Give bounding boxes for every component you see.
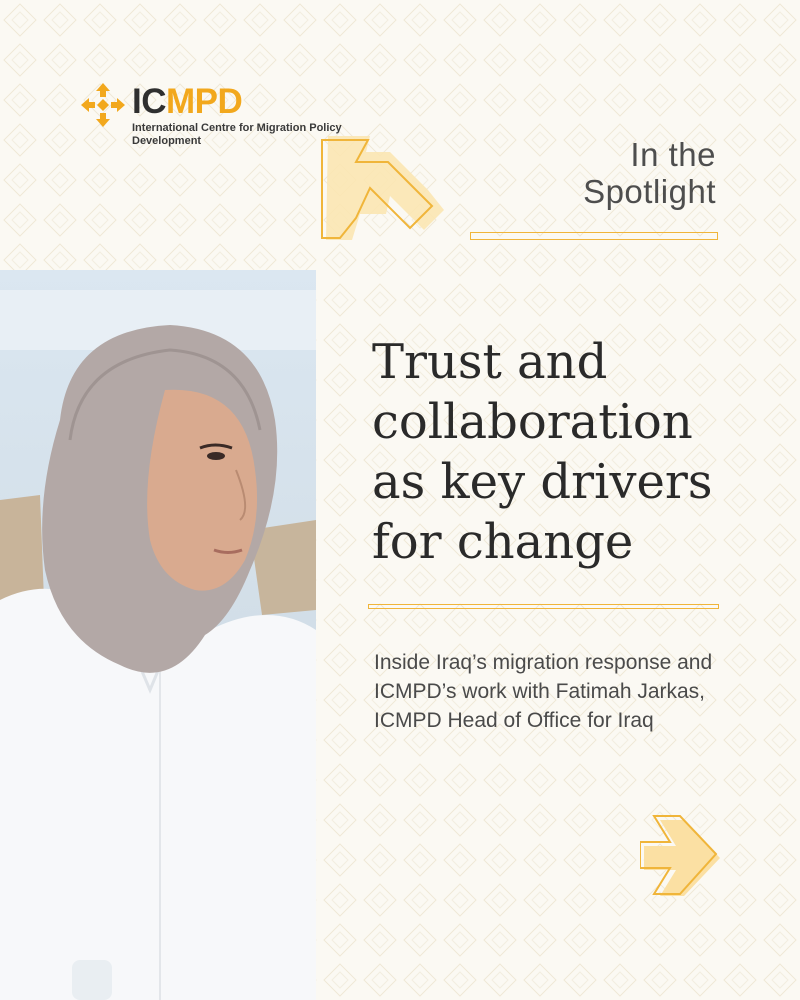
decorative-rule-top [470, 232, 718, 240]
spotlight-title: In the Spotlight [583, 136, 716, 210]
logo-subtitle: International Centre for Migration Policy Development [132, 122, 342, 147]
arrow-down-left-icon [318, 128, 446, 248]
arrows-cross-icon [80, 82, 126, 128]
headline: Trust and collaboration as key drivers for change [372, 334, 713, 570]
logo-wordmark: ICMPD [132, 82, 243, 121]
decorative-rule-middle [368, 604, 719, 609]
subtitle-text: Inside Iraq’s migration response and ICMPD’s work with Fatimah Jarkas, ICMPD Head of Office for Iraq [374, 651, 713, 732]
arrow-right-icon [640, 812, 724, 904]
portrait-photo [0, 270, 316, 1000]
